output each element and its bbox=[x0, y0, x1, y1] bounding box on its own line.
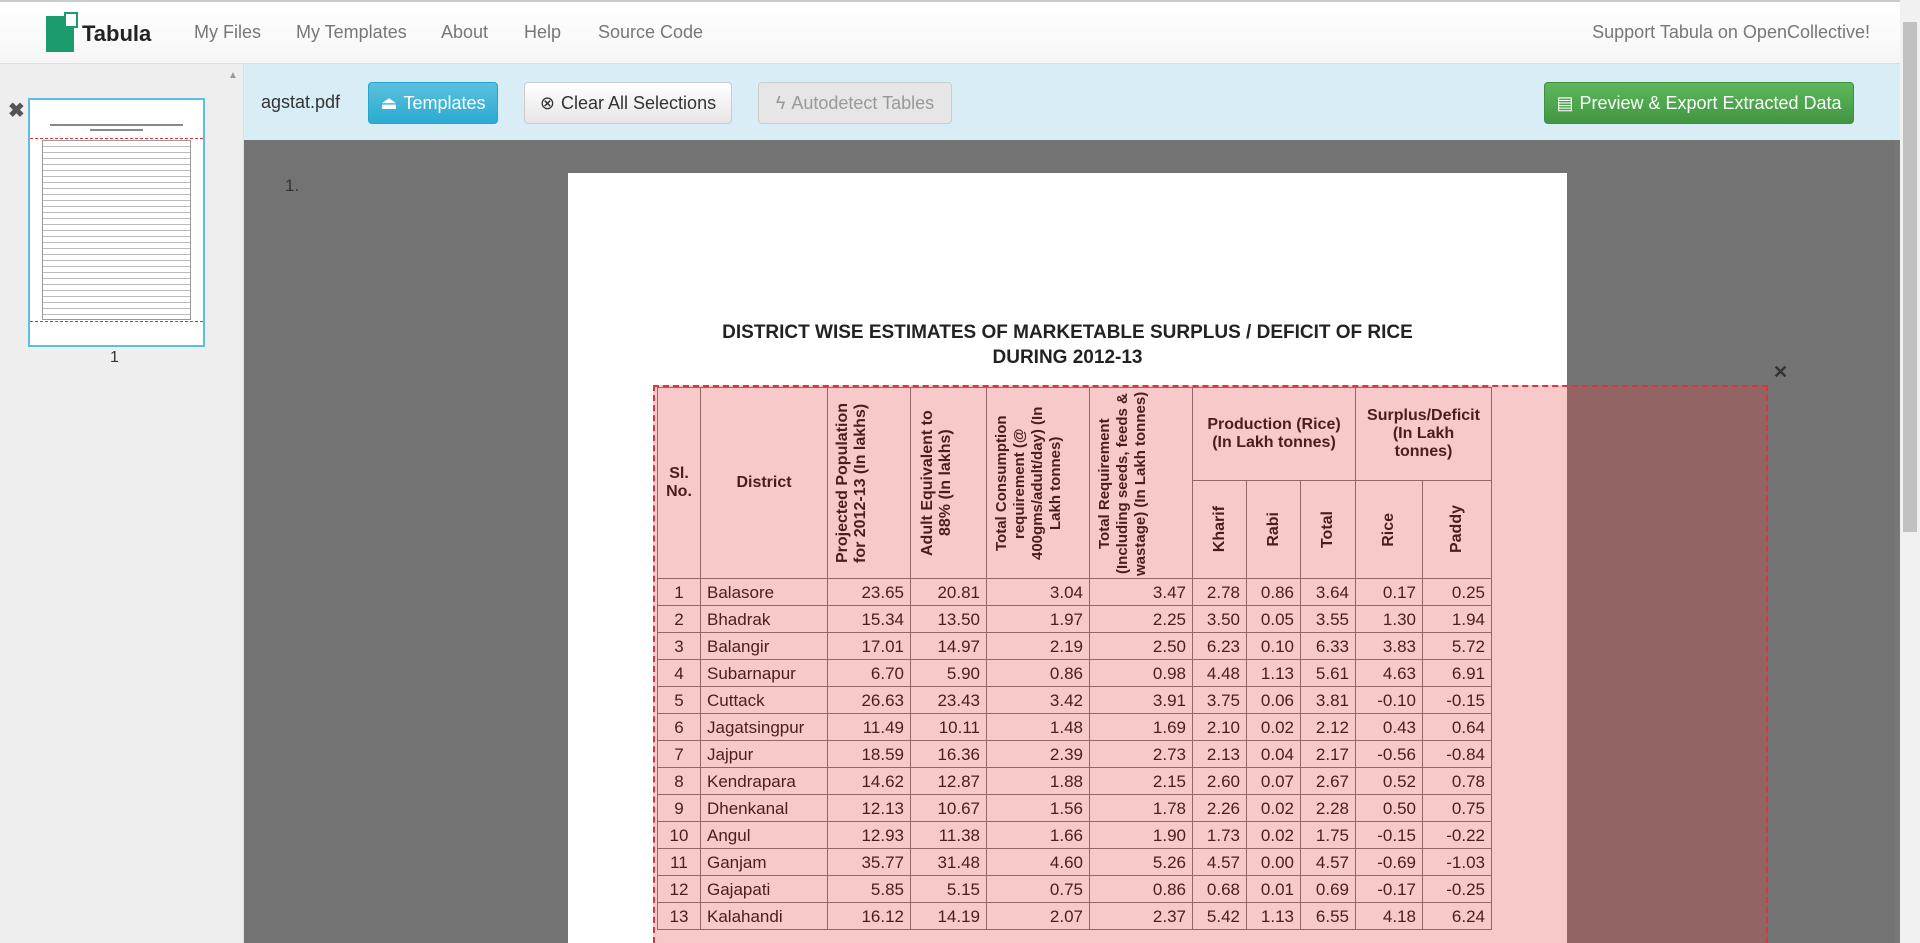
templates-button[interactable] bbox=[368, 82, 498, 124]
table-cell: Subarnapur bbox=[701, 660, 828, 687]
table-cell: 1.30 bbox=[1356, 606, 1423, 633]
brand-name: Tabula bbox=[82, 21, 152, 46]
table-cell: -0.56 bbox=[1356, 741, 1423, 768]
table-cell: -0.15 bbox=[1356, 822, 1423, 849]
nav-help[interactable]: Help bbox=[524, 22, 562, 42]
export-label: Preview & Export Extracted Data bbox=[1579, 92, 1842, 113]
table-cell: 5 bbox=[658, 687, 701, 714]
scrollbar-thumb[interactable] bbox=[1903, 22, 1917, 532]
table-cell: 13.50 bbox=[911, 606, 987, 633]
table-cell: 1.73 bbox=[1193, 822, 1247, 849]
close-icon[interactable]: ✖ bbox=[8, 100, 25, 122]
nav-source-code[interactable]: Source Code bbox=[598, 22, 704, 42]
table-cell: -0.69 bbox=[1356, 849, 1423, 876]
filename: agstat.pdf bbox=[261, 92, 341, 112]
table-cell: 1.66 bbox=[987, 822, 1090, 849]
clear-selections-button[interactable] bbox=[524, 82, 732, 124]
clear-label: Clear All Selections bbox=[561, 92, 717, 113]
header-kharif: Kharif bbox=[1210, 506, 1228, 553]
table-cell: 3.04 bbox=[987, 579, 1090, 606]
table-cell: 1.88 bbox=[987, 768, 1090, 795]
support-link[interactable]: Support Tabula on OpenCollective! bbox=[1592, 22, 1870, 42]
table-cell: 1 bbox=[658, 579, 701, 606]
table-cell: 1.13 bbox=[1247, 903, 1301, 930]
table-cell: 2.07 bbox=[987, 903, 1090, 930]
table-cell: 31.48 bbox=[911, 849, 987, 876]
page-number: 1. bbox=[285, 176, 300, 195]
table-cell: 1.97 bbox=[987, 606, 1090, 633]
table-cell: 0.17 bbox=[1356, 579, 1423, 606]
table-cell: 6 bbox=[658, 714, 701, 741]
table-cell: 4.60 bbox=[987, 849, 1090, 876]
table-cell: 1.78 bbox=[1090, 795, 1193, 822]
document-viewer bbox=[244, 140, 1895, 943]
table-cell: -1.03 bbox=[1423, 849, 1492, 876]
header-district: District bbox=[701, 388, 828, 579]
page-scrollbar[interactable] bbox=[1900, 0, 1920, 943]
header-population: Projected Population for 2012-13 (In lakhs) bbox=[834, 403, 869, 564]
table-cell: Balasore bbox=[701, 579, 828, 606]
table-cell: 20.81 bbox=[911, 579, 987, 606]
table-cell: 5.90 bbox=[911, 660, 987, 687]
table-cell: 4.48 bbox=[1193, 660, 1247, 687]
clear-circle-icon: ⊗ bbox=[539, 92, 555, 113]
header-slno: Sl. No. bbox=[658, 388, 701, 579]
table-cell: 0.50 bbox=[1356, 795, 1423, 822]
nav-my-files[interactable]: My Files bbox=[194, 22, 261, 42]
table-cell: 2.10 bbox=[1193, 714, 1247, 741]
table-cell: 6.23 bbox=[1193, 633, 1247, 660]
table-cell: 0.75 bbox=[987, 876, 1090, 903]
table-cell: 12.87 bbox=[911, 768, 987, 795]
table-cell: 3.64 bbox=[1301, 579, 1356, 606]
table-cell: 2.28 bbox=[1301, 795, 1356, 822]
table-cell: 7 bbox=[658, 741, 701, 768]
autodetect-label: Autodetect Tables bbox=[791, 92, 935, 113]
nav-about[interactable]: About bbox=[441, 22, 489, 42]
table-cell: 5.15 bbox=[911, 876, 987, 903]
table-cell: 0.10 bbox=[1247, 633, 1301, 660]
table-cell: 1.56 bbox=[987, 795, 1090, 822]
table-cell: 26.63 bbox=[828, 687, 911, 714]
table-cell: 17.01 bbox=[828, 633, 911, 660]
table-cell: 0.05 bbox=[1247, 606, 1301, 633]
table-cell: 18.59 bbox=[828, 741, 911, 768]
header-rice: Rice bbox=[1380, 512, 1397, 547]
preview-export-button[interactable] bbox=[1544, 82, 1854, 124]
table-cell: 0.86 bbox=[987, 660, 1090, 687]
table-cell: 4.57 bbox=[1301, 849, 1356, 876]
table-cell: 6.24 bbox=[1423, 903, 1492, 930]
table-cell: 0.52 bbox=[1356, 768, 1423, 795]
table-cell: -0.25 bbox=[1423, 876, 1492, 903]
table-cell: 2.50 bbox=[1090, 633, 1193, 660]
table-cell: Angul bbox=[701, 822, 828, 849]
table-cell: 0.68 bbox=[1193, 876, 1247, 903]
table-cell: 2.67 bbox=[1301, 768, 1356, 795]
table-cell: 4.57 bbox=[1193, 849, 1247, 876]
autodetect-tables-button[interactable] bbox=[758, 82, 952, 124]
header-production: Production (Rice) (In Lakh tonnes) bbox=[1193, 388, 1356, 481]
header-surplus: Surplus/Deficit (In Lakh tonnes) bbox=[1356, 388, 1492, 481]
table-cell: 5.85 bbox=[828, 876, 911, 903]
table-cell: 10.11 bbox=[911, 714, 987, 741]
table-cell: 0.00 bbox=[1247, 849, 1301, 876]
table-cell: 10 bbox=[658, 822, 701, 849]
table-cell: 14.97 bbox=[911, 633, 987, 660]
lightning-icon: ϟ bbox=[775, 92, 786, 113]
table-cell: Cuttack bbox=[701, 687, 828, 714]
table-cell: 0.64 bbox=[1423, 714, 1492, 741]
table-cell: Jagatsingpur bbox=[701, 714, 828, 741]
table-cell: 5.61 bbox=[1301, 660, 1356, 687]
table-cell: 0.98 bbox=[1090, 660, 1193, 687]
table-cell: 6.91 bbox=[1423, 660, 1492, 687]
remove-selection-icon[interactable]: ✕ bbox=[1773, 362, 1789, 382]
table-cell: 4.18 bbox=[1356, 903, 1423, 930]
table-cell: 1.90 bbox=[1090, 822, 1193, 849]
table-cell: 3.47 bbox=[1090, 579, 1193, 606]
table-cell: 3.81 bbox=[1301, 687, 1356, 714]
table-cell: 2.13 bbox=[1193, 741, 1247, 768]
header-rabi: Rabi bbox=[1264, 512, 1282, 547]
table-cell: Bhadrak bbox=[701, 606, 828, 633]
table-cell: 14.62 bbox=[828, 768, 911, 795]
table-cell: -0.22 bbox=[1423, 822, 1492, 849]
table-cell: 0.43 bbox=[1356, 714, 1423, 741]
table-cell: 0.02 bbox=[1247, 714, 1301, 741]
table-cell: 2.26 bbox=[1193, 795, 1247, 822]
table-cell: 3.50 bbox=[1193, 606, 1247, 633]
document-title bbox=[568, 320, 1567, 370]
toolbar bbox=[244, 64, 1900, 140]
table-cell: -0.10 bbox=[1356, 687, 1423, 714]
table-cell: 1.69 bbox=[1090, 714, 1193, 741]
scroll-up-icon[interactable]: ▲ bbox=[228, 70, 238, 81]
table-cell: 0.07 bbox=[1247, 768, 1301, 795]
table-selection-area[interactable] bbox=[653, 385, 1768, 943]
table-cell: 8 bbox=[658, 768, 701, 795]
title-line: DISTRICT WISE ESTIMATES OF MARKETABLE SURPLUS / DEFICIT OF RICE bbox=[722, 322, 1413, 343]
thumbnail-selection bbox=[30, 138, 203, 322]
navbar bbox=[0, 0, 1900, 64]
table-cell: 12.93 bbox=[828, 822, 911, 849]
table-cell: 2.12 bbox=[1301, 714, 1356, 741]
table-cell: 2.15 bbox=[1090, 768, 1193, 795]
table-cell: 0.06 bbox=[1247, 687, 1301, 714]
table-cell: 3.55 bbox=[1301, 606, 1356, 633]
table-cell: 1.13 bbox=[1247, 660, 1301, 687]
table-cell: -0.84 bbox=[1423, 741, 1492, 768]
table-cell: 0.01 bbox=[1247, 876, 1301, 903]
table-cell: 2.73 bbox=[1090, 741, 1193, 768]
page-thumbnails-sidebar bbox=[0, 64, 244, 943]
table-cell: 2.39 bbox=[987, 741, 1090, 768]
table-cell: 11.49 bbox=[828, 714, 911, 741]
table-cell: 0.02 bbox=[1247, 795, 1301, 822]
templates-icon: ⏏ bbox=[380, 92, 398, 113]
table-cell: 0.86 bbox=[1090, 876, 1193, 903]
table-cell: 15.34 bbox=[828, 606, 911, 633]
table-cell: 2.37 bbox=[1090, 903, 1193, 930]
table-cell: 16.12 bbox=[828, 903, 911, 930]
table-cell: 3.75 bbox=[1193, 687, 1247, 714]
header-adult: Adult Equivalent to 88% (In lakhs) bbox=[918, 410, 954, 556]
table-cell: -0.15 bbox=[1423, 687, 1492, 714]
table-cell: 11 bbox=[658, 849, 701, 876]
table-cell: 23.43 bbox=[911, 687, 987, 714]
header-requirement: Total Requirement (Including seeds, feeds & wastage) (In Lakh tonnes) bbox=[1096, 390, 1149, 576]
tabula-logo-icon bbox=[46, 16, 74, 52]
table-cell: 2.19 bbox=[987, 633, 1090, 660]
nav-my-templates[interactable]: My Templates bbox=[296, 22, 407, 42]
table-cell: 0.02 bbox=[1247, 822, 1301, 849]
table-cell: 2.25 bbox=[1090, 606, 1193, 633]
table-cell: 35.77 bbox=[828, 849, 911, 876]
table-cell: Kalahandi bbox=[701, 903, 828, 930]
table-cell: 3.42 bbox=[987, 687, 1090, 714]
table-cell: 1.94 bbox=[1423, 606, 1492, 633]
table-cell: 6.55 bbox=[1301, 903, 1356, 930]
table-cell: Dhenkanal bbox=[701, 795, 828, 822]
table-cell: 23.65 bbox=[828, 579, 911, 606]
table-cell: Kendrapara bbox=[701, 768, 828, 795]
table-cell: 0.78 bbox=[1423, 768, 1492, 795]
table-cell: -0.17 bbox=[1356, 876, 1423, 903]
table-cell: 0.04 bbox=[1247, 741, 1301, 768]
table-cell: 14.19 bbox=[911, 903, 987, 930]
table-cell: 9 bbox=[658, 795, 701, 822]
table-cell: 0.25 bbox=[1423, 579, 1492, 606]
title-line: DURING 2012-13 bbox=[992, 347, 1143, 368]
table-cell: 5.26 bbox=[1090, 849, 1193, 876]
table-cell: 3 bbox=[658, 633, 701, 660]
table-cell: Ganjam bbox=[701, 849, 828, 876]
table-cell: 3.91 bbox=[1090, 687, 1193, 714]
table-cell: 11.38 bbox=[911, 822, 987, 849]
page-thumbnail[interactable] bbox=[28, 98, 205, 347]
header-paddy: Paddy bbox=[1448, 505, 1465, 554]
table-cell: 16.36 bbox=[911, 741, 987, 768]
table-cell: Jajpur bbox=[701, 741, 828, 768]
table-cell: 4.63 bbox=[1356, 660, 1423, 687]
table-cell: 4 bbox=[658, 660, 701, 687]
table-cell: 5.42 bbox=[1193, 903, 1247, 930]
table-cell: 10.67 bbox=[911, 795, 987, 822]
table-cell: 0.69 bbox=[1301, 876, 1356, 903]
table-cell: 6.33 bbox=[1301, 633, 1356, 660]
table-cell: 12.13 bbox=[828, 795, 911, 822]
header-total: Total bbox=[1319, 510, 1336, 549]
table-cell: 2 bbox=[658, 606, 701, 633]
table-cell: 2.17 bbox=[1301, 741, 1356, 768]
brand-link[interactable] bbox=[46, 16, 151, 52]
table-cell: 3.83 bbox=[1356, 633, 1423, 660]
table-cell: 13 bbox=[658, 903, 701, 930]
table-cell: 12 bbox=[658, 876, 701, 903]
list-icon: ▤ bbox=[1556, 92, 1574, 113]
table-cell: 2.78 bbox=[1193, 579, 1247, 606]
table-cell: 1.48 bbox=[987, 714, 1090, 741]
table-cell: Gajapati bbox=[701, 876, 828, 903]
table-cell: 0.75 bbox=[1423, 795, 1492, 822]
table-cell: 5.72 bbox=[1423, 633, 1492, 660]
table-cell: 0.86 bbox=[1247, 579, 1301, 606]
table-cell: 2.60 bbox=[1193, 768, 1247, 795]
thumbnail-page-label: 1 bbox=[110, 349, 119, 366]
templates-label: Templates bbox=[403, 92, 486, 113]
table-cell: 6.70 bbox=[828, 660, 911, 687]
table-cell: Balangir bbox=[701, 633, 828, 660]
table-cell: 1.75 bbox=[1301, 822, 1356, 849]
header-consumption: Total Consumption requirement (@ 400gms/adult/day) (In Lakh tonnes) bbox=[993, 406, 1064, 560]
